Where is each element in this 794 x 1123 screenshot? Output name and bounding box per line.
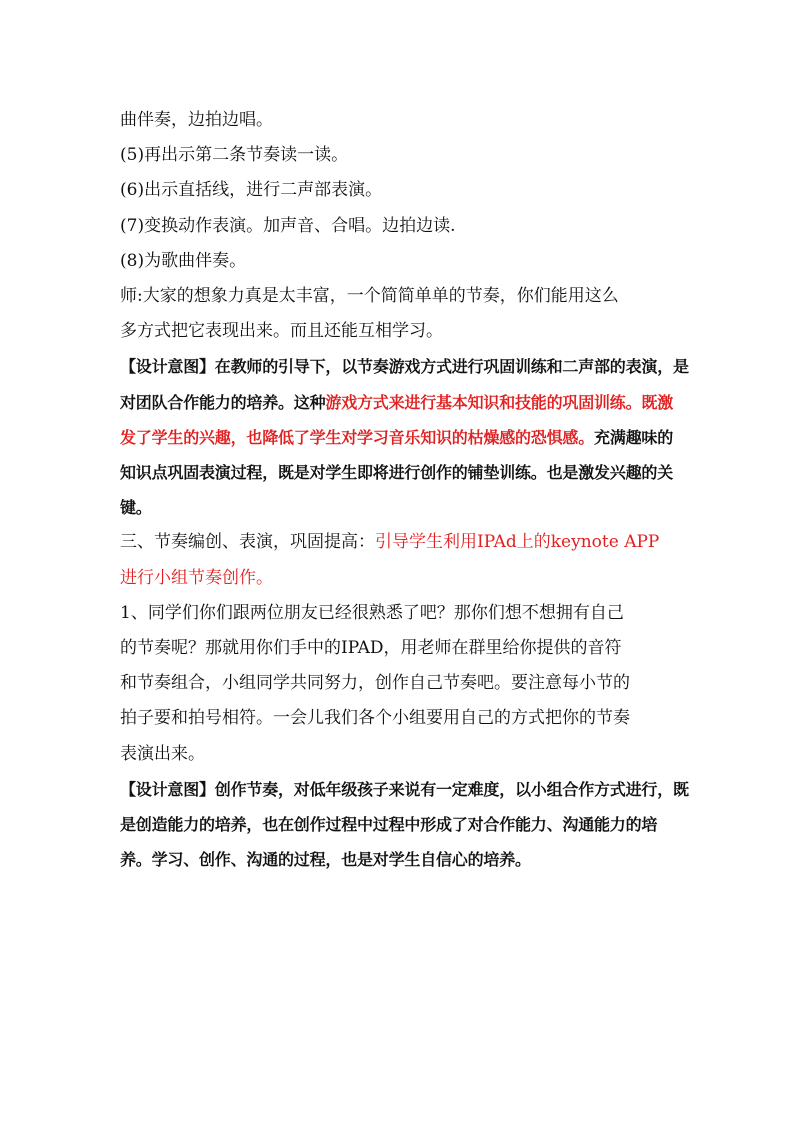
step-7: (7)变换动作表演。加声音、合唱。边拍边读.	[120, 215, 456, 236]
para1-line4: 拍子要和拍号相符。一会儿我们各个小组要用自己的方式把你的节奏	[120, 708, 630, 729]
intent1-line2-red: 游戏方式来进行基本知识和技能的巩固训练。既激	[325, 392, 674, 412]
para1-line3: 和节奏组合，小组同学共同努力，创作自己节奏吧。要注意每小节的	[120, 673, 630, 694]
intent1-line5: 键。	[120, 498, 152, 518]
section-3-title: 三、节奏编创、表演，巩固提高：	[120, 532, 375, 553]
intent1-line3-black: 充满趣味的	[594, 427, 674, 447]
intent2-line2: 是创造能力的培养，也在创作过程中过程中形成了对合作能力、沟通能力的培	[120, 815, 658, 835]
step-5: (5)再出示第二条节奏读一读。	[120, 145, 349, 166]
intent2-line1: 【设计意图】创作节奏，对低年级孩子来说有一定难度，以小组合作方式进行，既	[120, 779, 689, 799]
design-intent-1	[120, 349, 689, 525]
para1-line5: 表演出来。	[120, 743, 205, 764]
section-3-red: 引导学生利用IPAd上的keynote APP	[375, 532, 660, 553]
para1-line2: 的节奏呢？那就用你们手中的IPAD，用老师在群里给你提供的音符	[120, 638, 622, 659]
text-line: 曲伴奏，边拍边唱。	[120, 110, 273, 130]
intent1-line2	[120, 385, 680, 420]
document-page	[120, 103, 689, 877]
step-8: (8)为歌曲伴奏。	[120, 250, 247, 271]
intent1-line4: 知识点巩固表演过程，既是对学生即将进行创作的铺垫训练。也是激发兴趣的关	[120, 463, 674, 483]
teacher-speech: 师:大家的想象力真是太丰富，一个简简单单的节奏，你们能用这么	[120, 286, 619, 307]
intent1-line3	[120, 420, 680, 455]
para1-line1: 1、同学们你们跟两位朋友已经很熟悉了吧？那你们想不想拥有自己	[120, 602, 624, 623]
intent1-line2-black: 对团队合作能力的培养。这种	[120, 392, 326, 412]
section-3-heading	[120, 525, 680, 560]
section-3-heading-cont: 进行小组节奏创作。	[120, 567, 273, 588]
teacher-speech-cont: 多方式把它表现出来。而且还能互相学习。	[120, 321, 443, 342]
step-6: (6)出示直括线，进行二声部表演。	[120, 180, 383, 201]
intent2-line3: 养。学习、创作、沟通的过程，也是对学生自信心的培养。	[120, 850, 531, 870]
design-intent-2	[120, 772, 689, 878]
intent1-line1: 【设计意图】在教师的引导下，以节奏游戏方式进行巩固训练和二声部的表演，是	[120, 357, 689, 377]
intent1-line3-red: 发了学生的兴趣，也降低了学生对学习音乐知识的枯燥感的恐惧感。	[120, 427, 595, 447]
